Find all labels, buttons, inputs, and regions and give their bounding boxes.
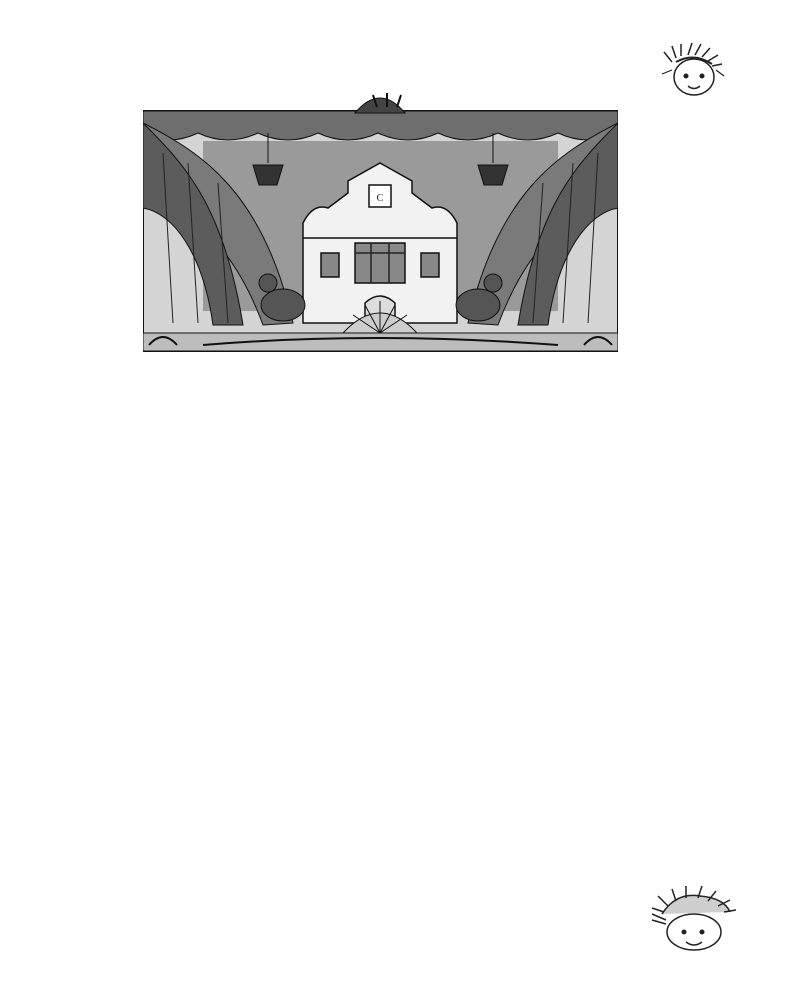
girl-face-icon xyxy=(662,43,724,95)
svg-text:С: С xyxy=(376,193,384,204)
theatre-stage-house-illustration xyxy=(143,93,618,355)
boy-face-icon xyxy=(652,886,736,950)
